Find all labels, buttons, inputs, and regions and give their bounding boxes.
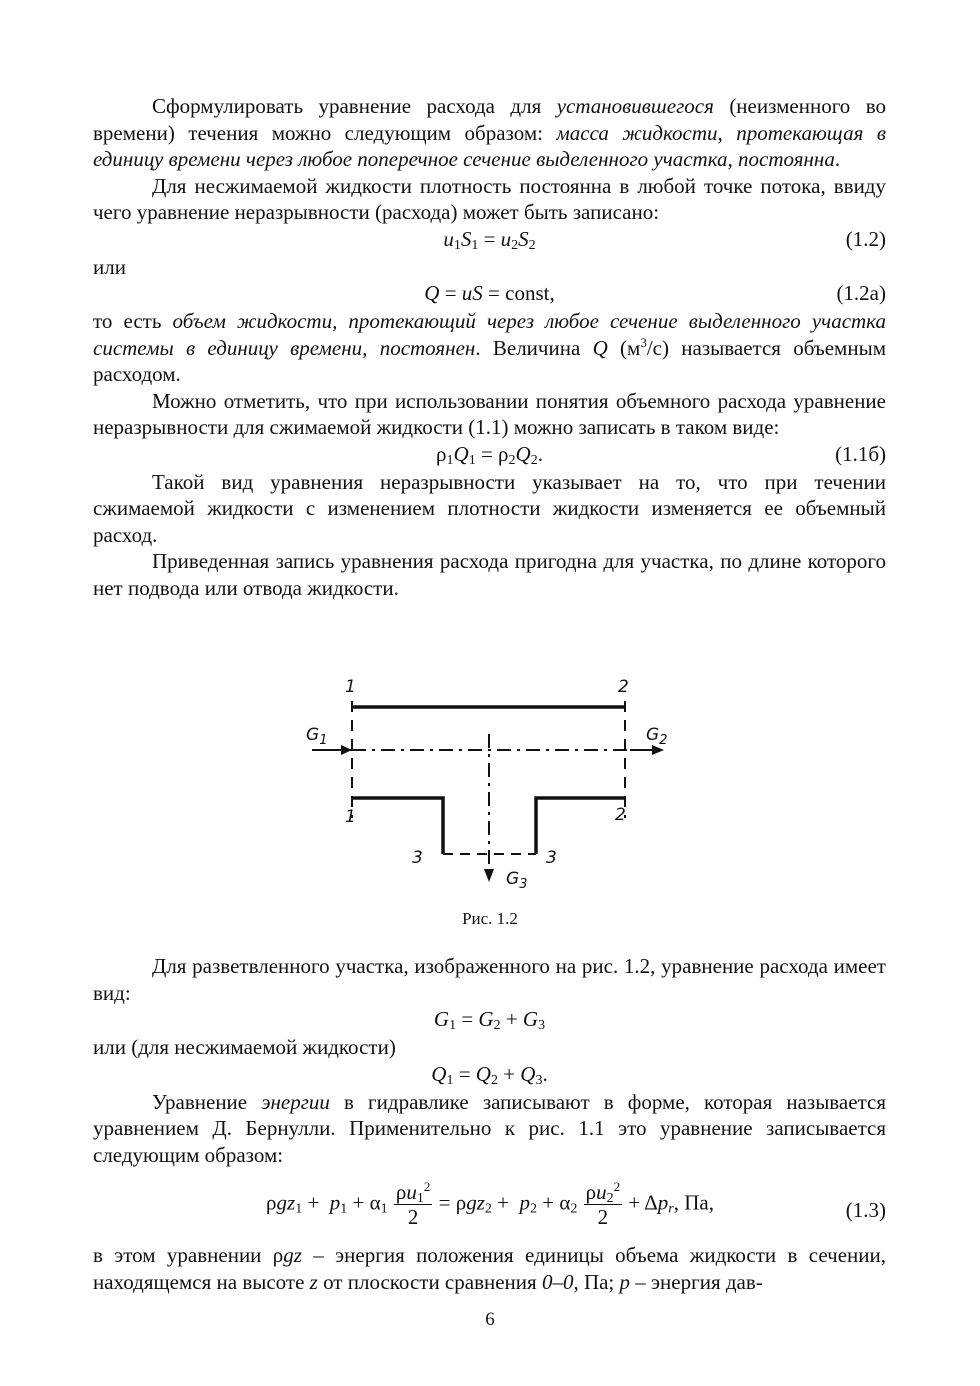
label-g1: $G_1$ xyxy=(306,725,328,748)
label-g3: $G_3$ xyxy=(506,869,528,892)
paragraph-5: Такой вид уравнения неразрывности указывает на то, что при течении сжимаемой жидкости с изменением плотности жидкости изменяется ее объемный расход. xyxy=(93,469,886,547)
label-section-1-bottom: 1 xyxy=(345,807,356,827)
arrow-head-g1 xyxy=(341,745,352,755)
paragraph-1: Сформулировать уравнение расхода для установившегося (неизменного во времени) течения можно следующим образом: масса жидкости, протекающая в единицу времени через любое поперечное сечение выделенного участка, постоянна. xyxy=(93,94,887,171)
equation-q: $Q_1 = Q_2 + Q_3$. xyxy=(431,1061,548,1088)
figure-branched-pipe xyxy=(300,668,690,900)
equation-number: (1.1б) xyxy=(835,441,886,466)
page-body-bottom xyxy=(93,1242,886,1295)
label-section-2-bottom: 2 xyxy=(615,805,626,825)
paragraph-7: Для разветвленного участка, изображенного на рис. 1.2, уравнение расхода имеет вид: xyxy=(93,954,886,1005)
word-or-incompressible: или (для несжимаемой жидкости) xyxy=(93,1035,396,1059)
paragraph-9: в этом уравнении ρgz – энергия положения единицы объема жидкости в сечении, находящемся на высоте z от плоскости сравнения 0–0, Па; p – энергия дав- xyxy=(93,1243,886,1294)
equation-bernoulli: $\rho gz_1 + p_1 + \alpha_1$ $\frac{\rho u_1^2}{2}$ = $\rho gz_2 + p_2 + \alpha_2$ $\frac{\rho u_2^2}{2}$ + $\Delta p_r$, Па, (1.3) xyxy=(266,1179,886,1229)
arrow-head-g3 xyxy=(484,869,494,882)
paragraph-3: то есть объем жидкости, протекающий через любое сечение выделенного участка системы в единицу времени, постоянен. Величина Q $(м^3/с)$ называется объемным расходом. xyxy=(93,309,886,386)
pipe-left-wall xyxy=(352,798,443,854)
equation-1-1b: $\rho_1Q_1 = \rho_2Q_2$. (1.1б) xyxy=(436,441,886,468)
label-g2: $G_2$ xyxy=(646,725,668,748)
paragraph-2: Для несжимаемой жидкости плотность постоянна в любой точке потока, ввиду чего уравнение неразрывности (расхода) может быть записано: xyxy=(93,173,886,224)
equation-number: (1.2) xyxy=(845,226,886,251)
label-section-2-top: 2 xyxy=(618,677,629,697)
equation-g: $G_1 = G_2 + G_3$ xyxy=(433,1007,546,1033)
page-body-lower xyxy=(93,953,886,1168)
equation-1-2: $u_1S_1 = u_2S_2$ (1.2) xyxy=(443,226,886,253)
equation-1-2a: Q = uS = const, (1.2а) xyxy=(424,281,886,305)
equation-number: (1.3) xyxy=(845,1198,886,1222)
paragraph-8: Уравнение энергии в гидравлике записывают в форме, которая называется уравнением Д. Бернулли. Применительно к рис. 1.1 это уравнение записывается следующим образом: xyxy=(93,1089,886,1167)
label-section-3-right: 3 xyxy=(546,848,557,868)
paragraph-6: Приведенная запись уравнения расхода пригодна для участка, по длине которого нет подвода или отвода жидкости. xyxy=(93,549,886,600)
page-number: 6 xyxy=(485,1309,495,1330)
paragraph-4: Можно отметить, что при использовании понятия объемного расхода уравнение неразрывности для сжимаемой жидкости (1.1) можно записать в таком виде: xyxy=(93,388,886,439)
label-section-1-top: 1 xyxy=(345,677,356,697)
label-section-3-left: 3 xyxy=(412,848,423,868)
figure-caption: Рис. 1.2 xyxy=(462,909,518,928)
word-or: или xyxy=(93,254,126,279)
equation-number: (1.2а) xyxy=(836,281,886,305)
pipe-right-wall xyxy=(536,798,625,854)
pipe-diagram xyxy=(300,668,690,900)
page-body xyxy=(93,93,886,601)
